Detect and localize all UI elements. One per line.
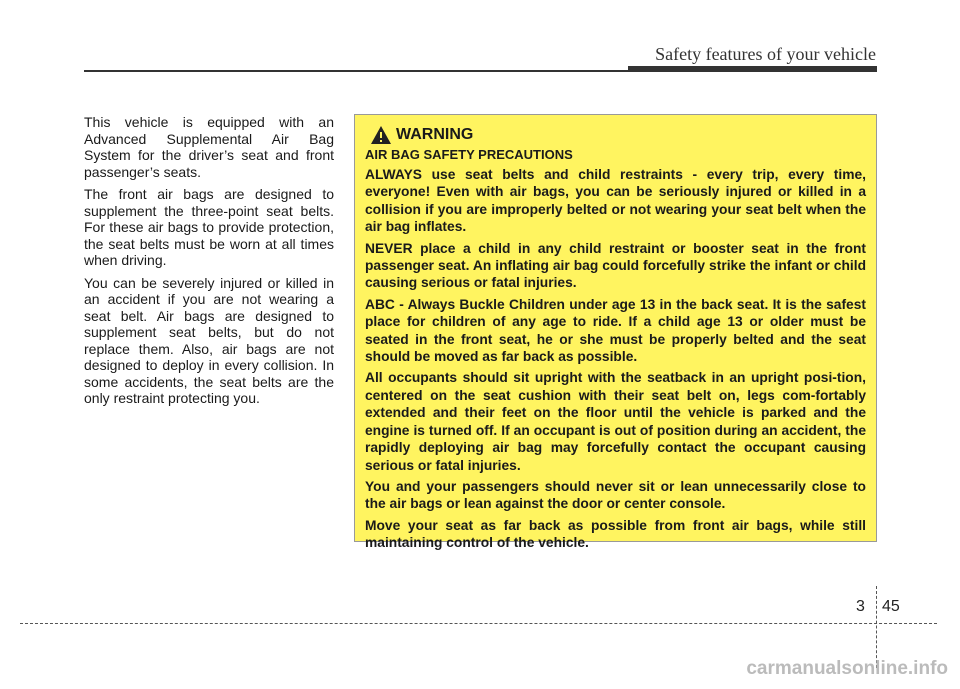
page-header-title: Safety features of your vehicle [655,44,876,64]
body-paragraph: You can be severely injured or killed in an accident if you are not wearing a seat belt. Air bags are designed to supplement seat belts, but do not replace them. Also, air bags are not designed to deploy in every collision. In some accidents, the seat belts are the only restraint protecting you. [84,274,334,406]
warning-paragraph: NEVER place a child in any child restraint or booster seat in the front passenger seat. An inflating air bag could forcefully strike the infant or child causing serious or fatal injuries. [365,240,866,291]
page-number: 45 [882,598,900,615]
warning-paragraph: Move your seat as far back as possible from front air bags, while still maintaining control of the vehicle. [365,517,866,551]
warning-subtitle: AIR BAG SAFETY PRECAUTIONS [365,147,573,162]
body-paragraph: The front air bags are designed to supplement the three-point seat belts. For these air bags to provide protection, the seat belts must be worn at all times when driving. [84,186,334,268]
body-text-column [84,114,334,413]
warning-title: WARNING [396,126,474,143]
footer-page-divider [876,586,877,668]
warning-box [354,114,877,551]
warning-paragraph: You and your passengers should never sit or lean unnecessarily close to the air bags or lean against the door or center console. [365,478,866,512]
warning-paragraph: ABC - Always Buckle Children under age 13 in the back seat. It is the safest place for children of any age to ride. If a child age 13 or older must be seated in the front seat, he or she must be properly belted and the seat should be moved as far back as possible. [365,296,866,365]
watermark: carmanualsonline.info [746,658,948,679]
warning-paragraph: All occupants should sit upright with the seatback in an upright posi-tion, centered on the seat cushion with their seat belt on, legs com-fortably extended and their feet on the floor until the vehicle is parked and the engine is turned off. If an occupant is out of position during an accident, the rapidly deploying air bag may forcefully contact the occupant causing serious or fatal injuries. [365,370,866,473]
warning-paragraph: ALWAYS use seat belts and child restraints - every trip, every time, everyone! Even with air bags, you can be seriously injured or killed in a collision if you are improperly belted or not wearing your seat belt when the air bag inflates. [365,167,866,235]
warning-header [365,125,866,145]
header-rule-accent [628,66,877,72]
chapter-number: 3 [856,598,865,615]
footer-dashed-rule [20,623,937,624]
body-paragraph: This vehicle is equipped with an Advanced Supplemental Air Bag System for the driver’s seat and front passenger’s seats. [84,114,334,180]
warning-triangle-icon [370,125,392,145]
